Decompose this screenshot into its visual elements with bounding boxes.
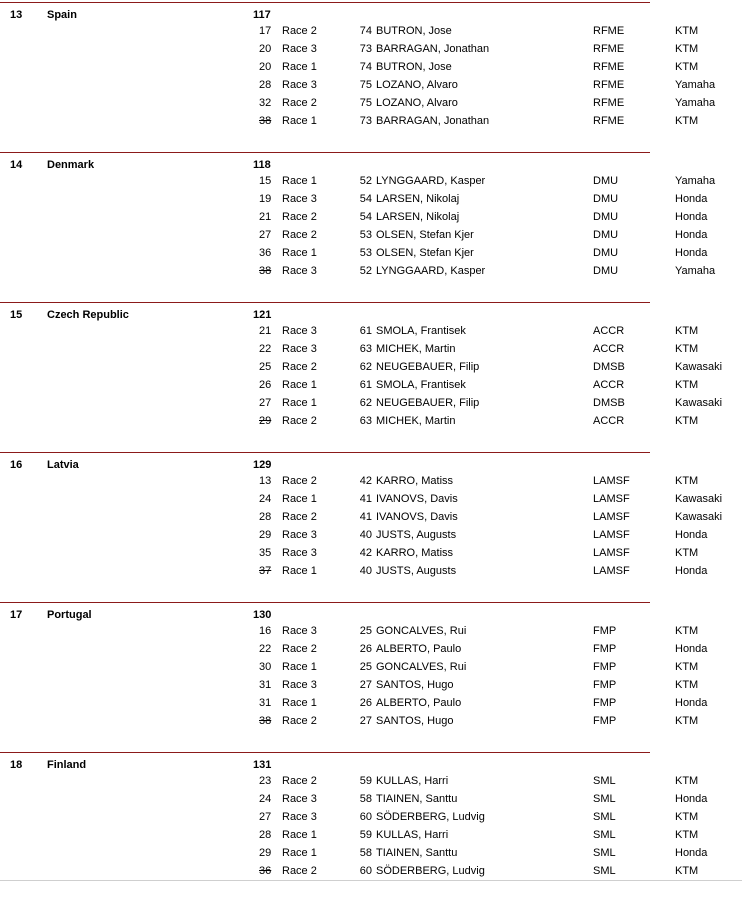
rider-number-cell: 53	[359, 229, 372, 241]
rider-number-cell: 58	[359, 847, 372, 859]
federation-cell: FMP	[593, 625, 617, 637]
dropped-points-cell: 36	[259, 865, 272, 877]
rider-name-cell: BARRAGAN, Jonathan	[376, 115, 490, 127]
federation-cell: FMP	[593, 715, 617, 727]
rider-number-cell: 26	[359, 643, 372, 655]
page-bottom-rule	[0, 880, 742, 881]
points-cell: 22	[259, 343, 272, 355]
points-cell: 30	[259, 661, 272, 673]
race-cell: Race 2	[282, 775, 317, 787]
rider-number-cell: 27	[359, 679, 372, 691]
race-cell: Race 3	[282, 625, 317, 637]
federation-cell: RFME	[593, 25, 625, 37]
race-cell: Race 1	[282, 661, 317, 673]
rider-name-cell: ALBERTO, Paulo	[376, 697, 462, 709]
make-cell: Honda	[675, 529, 708, 541]
rider-number-cell: 40	[359, 529, 372, 541]
rider-number-cell: 61	[359, 379, 372, 391]
rider-name-cell: SANTOS, Hugo	[376, 715, 454, 727]
federation-cell: ACCR	[593, 415, 625, 427]
rider-name-cell: LYNGGAARD, Kasper	[376, 265, 486, 277]
points-cell: 28	[259, 79, 272, 91]
race-cell: Race 1	[282, 379, 317, 391]
points-cell: 31	[259, 679, 272, 691]
result-row	[0, 229, 742, 247]
make-cell: Yamaha	[675, 265, 716, 277]
points-cell: 31	[259, 697, 272, 709]
rider-number-cell: 63	[359, 343, 372, 355]
rider-name-cell: SANTOS, Hugo	[376, 679, 454, 691]
team-total-points: 130	[253, 609, 272, 621]
make-cell: KTM	[675, 661, 699, 673]
team-block	[0, 452, 742, 602]
federation-cell: DMU	[593, 211, 619, 223]
rider-name-cell: SÖDERBERG, Ludvig	[376, 865, 485, 877]
team-separator-rule	[0, 452, 650, 453]
rider-number-cell: 59	[359, 775, 372, 787]
dropped-points-cell: 29	[259, 415, 272, 427]
race-cell: Race 3	[282, 325, 317, 337]
points-cell: 29	[259, 529, 272, 541]
rider-number-cell: 40	[359, 565, 372, 577]
make-cell: KTM	[675, 25, 699, 37]
make-cell: KTM	[675, 829, 699, 841]
federation-cell: ACCR	[593, 379, 625, 391]
rider-number-cell: 60	[359, 865, 372, 877]
make-cell: KTM	[675, 379, 699, 391]
make-cell: Yamaha	[675, 97, 716, 109]
rider-number-cell: 53	[359, 247, 372, 259]
team-position: 17	[10, 609, 23, 621]
result-row	[0, 661, 742, 679]
rider-number-cell: 41	[359, 493, 372, 505]
result-row	[0, 193, 742, 211]
points-cell: 27	[259, 811, 272, 823]
make-cell: Honda	[675, 247, 708, 259]
rider-name-cell: LARSEN, Nikolaj	[376, 193, 460, 205]
race-cell: Race 3	[282, 265, 317, 277]
result-row	[0, 547, 742, 565]
make-cell: Honda	[675, 847, 708, 859]
federation-cell: DMU	[593, 265, 619, 277]
team-position: 18	[10, 759, 23, 771]
rider-number-cell: 42	[359, 547, 372, 559]
race-cell: Race 3	[282, 811, 317, 823]
make-cell: KTM	[675, 475, 699, 487]
race-cell: Race 1	[282, 829, 317, 841]
team-position: 16	[10, 459, 23, 471]
points-cell: 32	[259, 97, 272, 109]
dropped-points-cell: 37	[259, 565, 272, 577]
result-row	[0, 265, 742, 283]
rider-name-cell: SMOLA, Frantisek	[376, 379, 466, 391]
rider-number-cell: 41	[359, 511, 372, 523]
federation-cell: RFME	[593, 43, 625, 55]
result-row	[0, 175, 742, 193]
federation-cell: RFME	[593, 115, 625, 127]
rider-name-cell: KARRO, Matiss	[376, 475, 454, 487]
federation-cell: DMSB	[593, 397, 625, 409]
make-cell: KTM	[675, 865, 699, 877]
result-row	[0, 697, 742, 715]
race-cell: Race 1	[282, 565, 317, 577]
points-cell: 21	[259, 211, 272, 223]
result-row	[0, 61, 742, 79]
rider-name-cell: GONCALVES, Rui	[376, 625, 467, 637]
rider-name-cell: OLSEN, Stefan Kjer	[376, 247, 474, 259]
race-cell: Race 1	[282, 397, 317, 409]
federation-cell: LAMSF	[593, 475, 630, 487]
team-position: 13	[10, 9, 23, 21]
rider-name-cell: NEUGEBAUER, Filip	[376, 361, 480, 373]
make-cell: Honda	[675, 229, 708, 241]
team-block	[0, 302, 742, 452]
make-cell: Honda	[675, 793, 708, 805]
race-cell: Race 2	[282, 97, 317, 109]
race-cell: Race 3	[282, 343, 317, 355]
rider-name-cell: KULLAS, Harri	[376, 775, 449, 787]
federation-cell: FMP	[593, 643, 617, 655]
result-row	[0, 493, 742, 511]
points-cell: 35	[259, 547, 272, 559]
rider-name-cell: JUSTS, Augusts	[376, 565, 457, 577]
rider-name-cell: SMOLA, Frantisek	[376, 325, 466, 337]
federation-cell: SML	[593, 811, 616, 823]
federation-cell: LAMSF	[593, 493, 630, 505]
team-total-points: 117	[253, 9, 271, 21]
make-cell: Honda	[675, 643, 708, 655]
federation-cell: FMP	[593, 697, 617, 709]
team-separator-rule	[0, 302, 650, 303]
rider-name-cell: LARSEN, Nikolaj	[376, 211, 460, 223]
rider-number-cell: 58	[359, 793, 372, 805]
team-position: 15	[10, 309, 23, 321]
federation-cell: SML	[593, 793, 616, 805]
team-block	[0, 152, 742, 302]
rider-name-cell: IVANOVS, Davis	[376, 493, 458, 505]
rider-name-cell: IVANOVS, Davis	[376, 511, 458, 523]
federation-cell: ACCR	[593, 325, 625, 337]
dropped-points-cell: 38	[259, 115, 272, 127]
make-cell: KTM	[675, 715, 699, 727]
points-cell: 17	[259, 25, 272, 37]
rider-name-cell: OLSEN, Stefan Kjer	[376, 229, 474, 241]
race-cell: Race 2	[282, 229, 317, 241]
result-row	[0, 793, 742, 811]
points-cell: 36	[259, 247, 272, 259]
make-cell: Honda	[675, 565, 708, 577]
race-cell: Race 3	[282, 43, 317, 55]
rider-number-cell: 62	[359, 361, 372, 373]
result-row	[0, 97, 742, 115]
points-cell: 26	[259, 379, 272, 391]
result-row	[0, 775, 742, 793]
result-row	[0, 247, 742, 265]
race-cell: Race 1	[282, 493, 317, 505]
race-cell: Race 3	[282, 679, 317, 691]
result-row	[0, 643, 742, 661]
result-row	[0, 847, 742, 865]
rider-number-cell: 54	[359, 193, 372, 205]
team-separator-rule	[0, 752, 650, 753]
race-cell: Race 2	[282, 643, 317, 655]
make-cell: Yamaha	[675, 175, 716, 187]
result-row	[0, 829, 742, 847]
rider-number-cell: 42	[359, 475, 372, 487]
result-row	[0, 43, 742, 61]
rider-number-cell: 25	[359, 625, 372, 637]
team-nation: Portugal	[47, 609, 92, 621]
rider-number-cell: 74	[359, 61, 372, 73]
rider-name-cell: KARRO, Matiss	[376, 547, 454, 559]
rider-name-cell: LOZANO, Alvaro	[376, 79, 458, 91]
race-cell: Race 2	[282, 361, 317, 373]
result-row	[0, 361, 742, 379]
race-cell: Race 2	[282, 475, 317, 487]
make-cell: Yamaha	[675, 79, 716, 91]
points-cell: 25	[259, 361, 272, 373]
result-row	[0, 379, 742, 397]
points-cell: 24	[259, 793, 272, 805]
rider-name-cell: MICHEK, Martin	[376, 343, 456, 355]
federation-cell: ACCR	[593, 343, 625, 355]
race-cell: Race 1	[282, 847, 317, 859]
federation-cell: LAMSF	[593, 547, 630, 559]
points-cell: 27	[259, 397, 272, 409]
race-cell: Race 3	[282, 193, 317, 205]
points-cell: 28	[259, 511, 272, 523]
federation-cell: FMP	[593, 661, 617, 673]
race-cell: Race 2	[282, 415, 317, 427]
rider-name-cell: GONCALVES, Rui	[376, 661, 467, 673]
result-row	[0, 511, 742, 529]
result-row	[0, 115, 742, 133]
rider-name-cell: LYNGGAARD, Kasper	[376, 175, 486, 187]
result-row	[0, 343, 742, 361]
points-cell: 20	[259, 61, 272, 73]
result-row	[0, 715, 742, 733]
rider-name-cell: JUSTS, Augusts	[376, 529, 457, 541]
make-cell: KTM	[675, 625, 699, 637]
team-separator-rule	[0, 2, 650, 3]
team-nation: Finland	[47, 759, 87, 771]
federation-cell: SML	[593, 865, 616, 877]
team-total-points: 129	[253, 459, 272, 471]
team-nation: Czech Republic	[47, 309, 129, 321]
make-cell: KTM	[675, 61, 699, 73]
federation-cell: DMU	[593, 175, 619, 187]
rider-number-cell: 75	[359, 97, 372, 109]
federation-cell: LAMSF	[593, 511, 630, 523]
rider-number-cell: 61	[359, 325, 372, 337]
race-cell: Race 2	[282, 511, 317, 523]
points-cell: 13	[259, 475, 272, 487]
team-nation: Denmark	[47, 159, 95, 171]
make-cell: Kawasaki	[675, 493, 723, 505]
federation-cell: DMSB	[593, 361, 625, 373]
make-cell: Kawasaki	[675, 511, 723, 523]
race-cell: Race 3	[282, 529, 317, 541]
make-cell: KTM	[675, 325, 699, 337]
team-nation: Spain	[47, 9, 77, 21]
race-cell: Race 3	[282, 793, 317, 805]
race-cell: Race 1	[282, 61, 317, 73]
rider-number-cell: 52	[359, 265, 372, 277]
federation-cell: SML	[593, 775, 616, 787]
federation-cell: DMU	[593, 193, 619, 205]
points-cell: 27	[259, 229, 272, 241]
points-cell: 16	[259, 625, 272, 637]
points-cell: 23	[259, 775, 272, 787]
result-row	[0, 415, 742, 433]
team-total-points: 121	[253, 309, 272, 321]
federation-cell: RFME	[593, 97, 625, 109]
make-cell: KTM	[675, 415, 699, 427]
race-cell: Race 1	[282, 697, 317, 709]
race-cell: Race 1	[282, 247, 317, 259]
rider-name-cell: LOZANO, Alvaro	[376, 97, 458, 109]
rider-name-cell: KULLAS, Harri	[376, 829, 449, 841]
make-cell: KTM	[675, 679, 699, 691]
rider-number-cell: 62	[359, 397, 372, 409]
rider-name-cell: MICHEK, Martin	[376, 415, 456, 427]
rider-name-cell: BUTRON, Jose	[376, 61, 452, 73]
result-row	[0, 565, 742, 583]
rider-name-cell: TIAINEN, Santtu	[376, 847, 458, 859]
rider-number-cell: 25	[359, 661, 372, 673]
rider-number-cell: 63	[359, 415, 372, 427]
rider-number-cell: 59	[359, 829, 372, 841]
federation-cell: SML	[593, 829, 616, 841]
rider-number-cell: 54	[359, 211, 372, 223]
rider-number-cell: 73	[359, 115, 372, 127]
rider-name-cell: TIAINEN, Santtu	[376, 793, 458, 805]
rider-name-cell: NEUGEBAUER, Filip	[376, 397, 480, 409]
make-cell: Kawasaki	[675, 397, 723, 409]
result-row	[0, 211, 742, 229]
rider-name-cell: ALBERTO, Paulo	[376, 643, 462, 655]
team-block	[0, 2, 742, 152]
federation-cell: DMU	[593, 247, 619, 259]
federation-cell: RFME	[593, 61, 625, 73]
dropped-points-cell: 38	[259, 265, 272, 277]
rider-number-cell: 75	[359, 79, 372, 91]
result-row	[0, 25, 742, 43]
points-cell: 20	[259, 43, 272, 55]
team-nation: Latvia	[47, 459, 79, 471]
team-separator-rule	[0, 602, 650, 603]
race-cell: Race 2	[282, 865, 317, 877]
result-row	[0, 679, 742, 697]
make-cell: KTM	[675, 43, 699, 55]
team-total-points: 118	[253, 159, 271, 171]
result-row	[0, 811, 742, 829]
make-cell: KTM	[675, 343, 699, 355]
rider-number-cell: 27	[359, 715, 372, 727]
make-cell: Kawasaki	[675, 361, 723, 373]
rider-name-cell: BUTRON, Jose	[376, 25, 452, 37]
make-cell: KTM	[675, 775, 699, 787]
rider-number-cell: 73	[359, 43, 372, 55]
race-cell: Race 2	[282, 25, 317, 37]
rider-name-cell: BARRAGAN, Jonathan	[376, 43, 490, 55]
rider-number-cell: 60	[359, 811, 372, 823]
points-cell: 22	[259, 643, 272, 655]
team-position: 14	[10, 159, 23, 171]
federation-cell: LAMSF	[593, 565, 630, 577]
federation-cell: LAMSF	[593, 529, 630, 541]
race-cell: Race 3	[282, 547, 317, 559]
team-block	[0, 602, 742, 752]
rider-number-cell: 26	[359, 697, 372, 709]
make-cell: Honda	[675, 193, 708, 205]
team-total-points: 131	[253, 759, 272, 771]
race-cell: Race 1	[282, 115, 317, 127]
race-cell: Race 2	[282, 211, 317, 223]
result-row	[0, 529, 742, 547]
make-cell: KTM	[675, 811, 699, 823]
rider-number-cell: 74	[359, 25, 372, 37]
points-cell: 28	[259, 829, 272, 841]
team-separator-rule	[0, 152, 650, 153]
make-cell: KTM	[675, 115, 699, 127]
federation-cell: DMU	[593, 229, 619, 241]
result-row	[0, 397, 742, 415]
federation-cell: SML	[593, 847, 616, 859]
make-cell: KTM	[675, 547, 699, 559]
make-cell: Honda	[675, 697, 708, 709]
points-cell: 15	[259, 175, 272, 187]
make-cell: Honda	[675, 211, 708, 223]
race-cell: Race 2	[282, 715, 317, 727]
federation-cell: RFME	[593, 79, 625, 91]
points-cell: 29	[259, 847, 272, 859]
rider-number-cell: 52	[359, 175, 372, 187]
result-row	[0, 79, 742, 97]
result-row	[0, 475, 742, 493]
result-row	[0, 325, 742, 343]
points-cell: 21	[259, 325, 272, 337]
dropped-points-cell: 38	[259, 715, 272, 727]
points-cell: 24	[259, 493, 272, 505]
race-cell: Race 1	[282, 175, 317, 187]
race-cell: Race 3	[282, 79, 317, 91]
federation-cell: FMP	[593, 679, 617, 691]
rider-name-cell: SÖDERBERG, Ludvig	[376, 811, 485, 823]
points-cell: 19	[259, 193, 272, 205]
result-row	[0, 625, 742, 643]
